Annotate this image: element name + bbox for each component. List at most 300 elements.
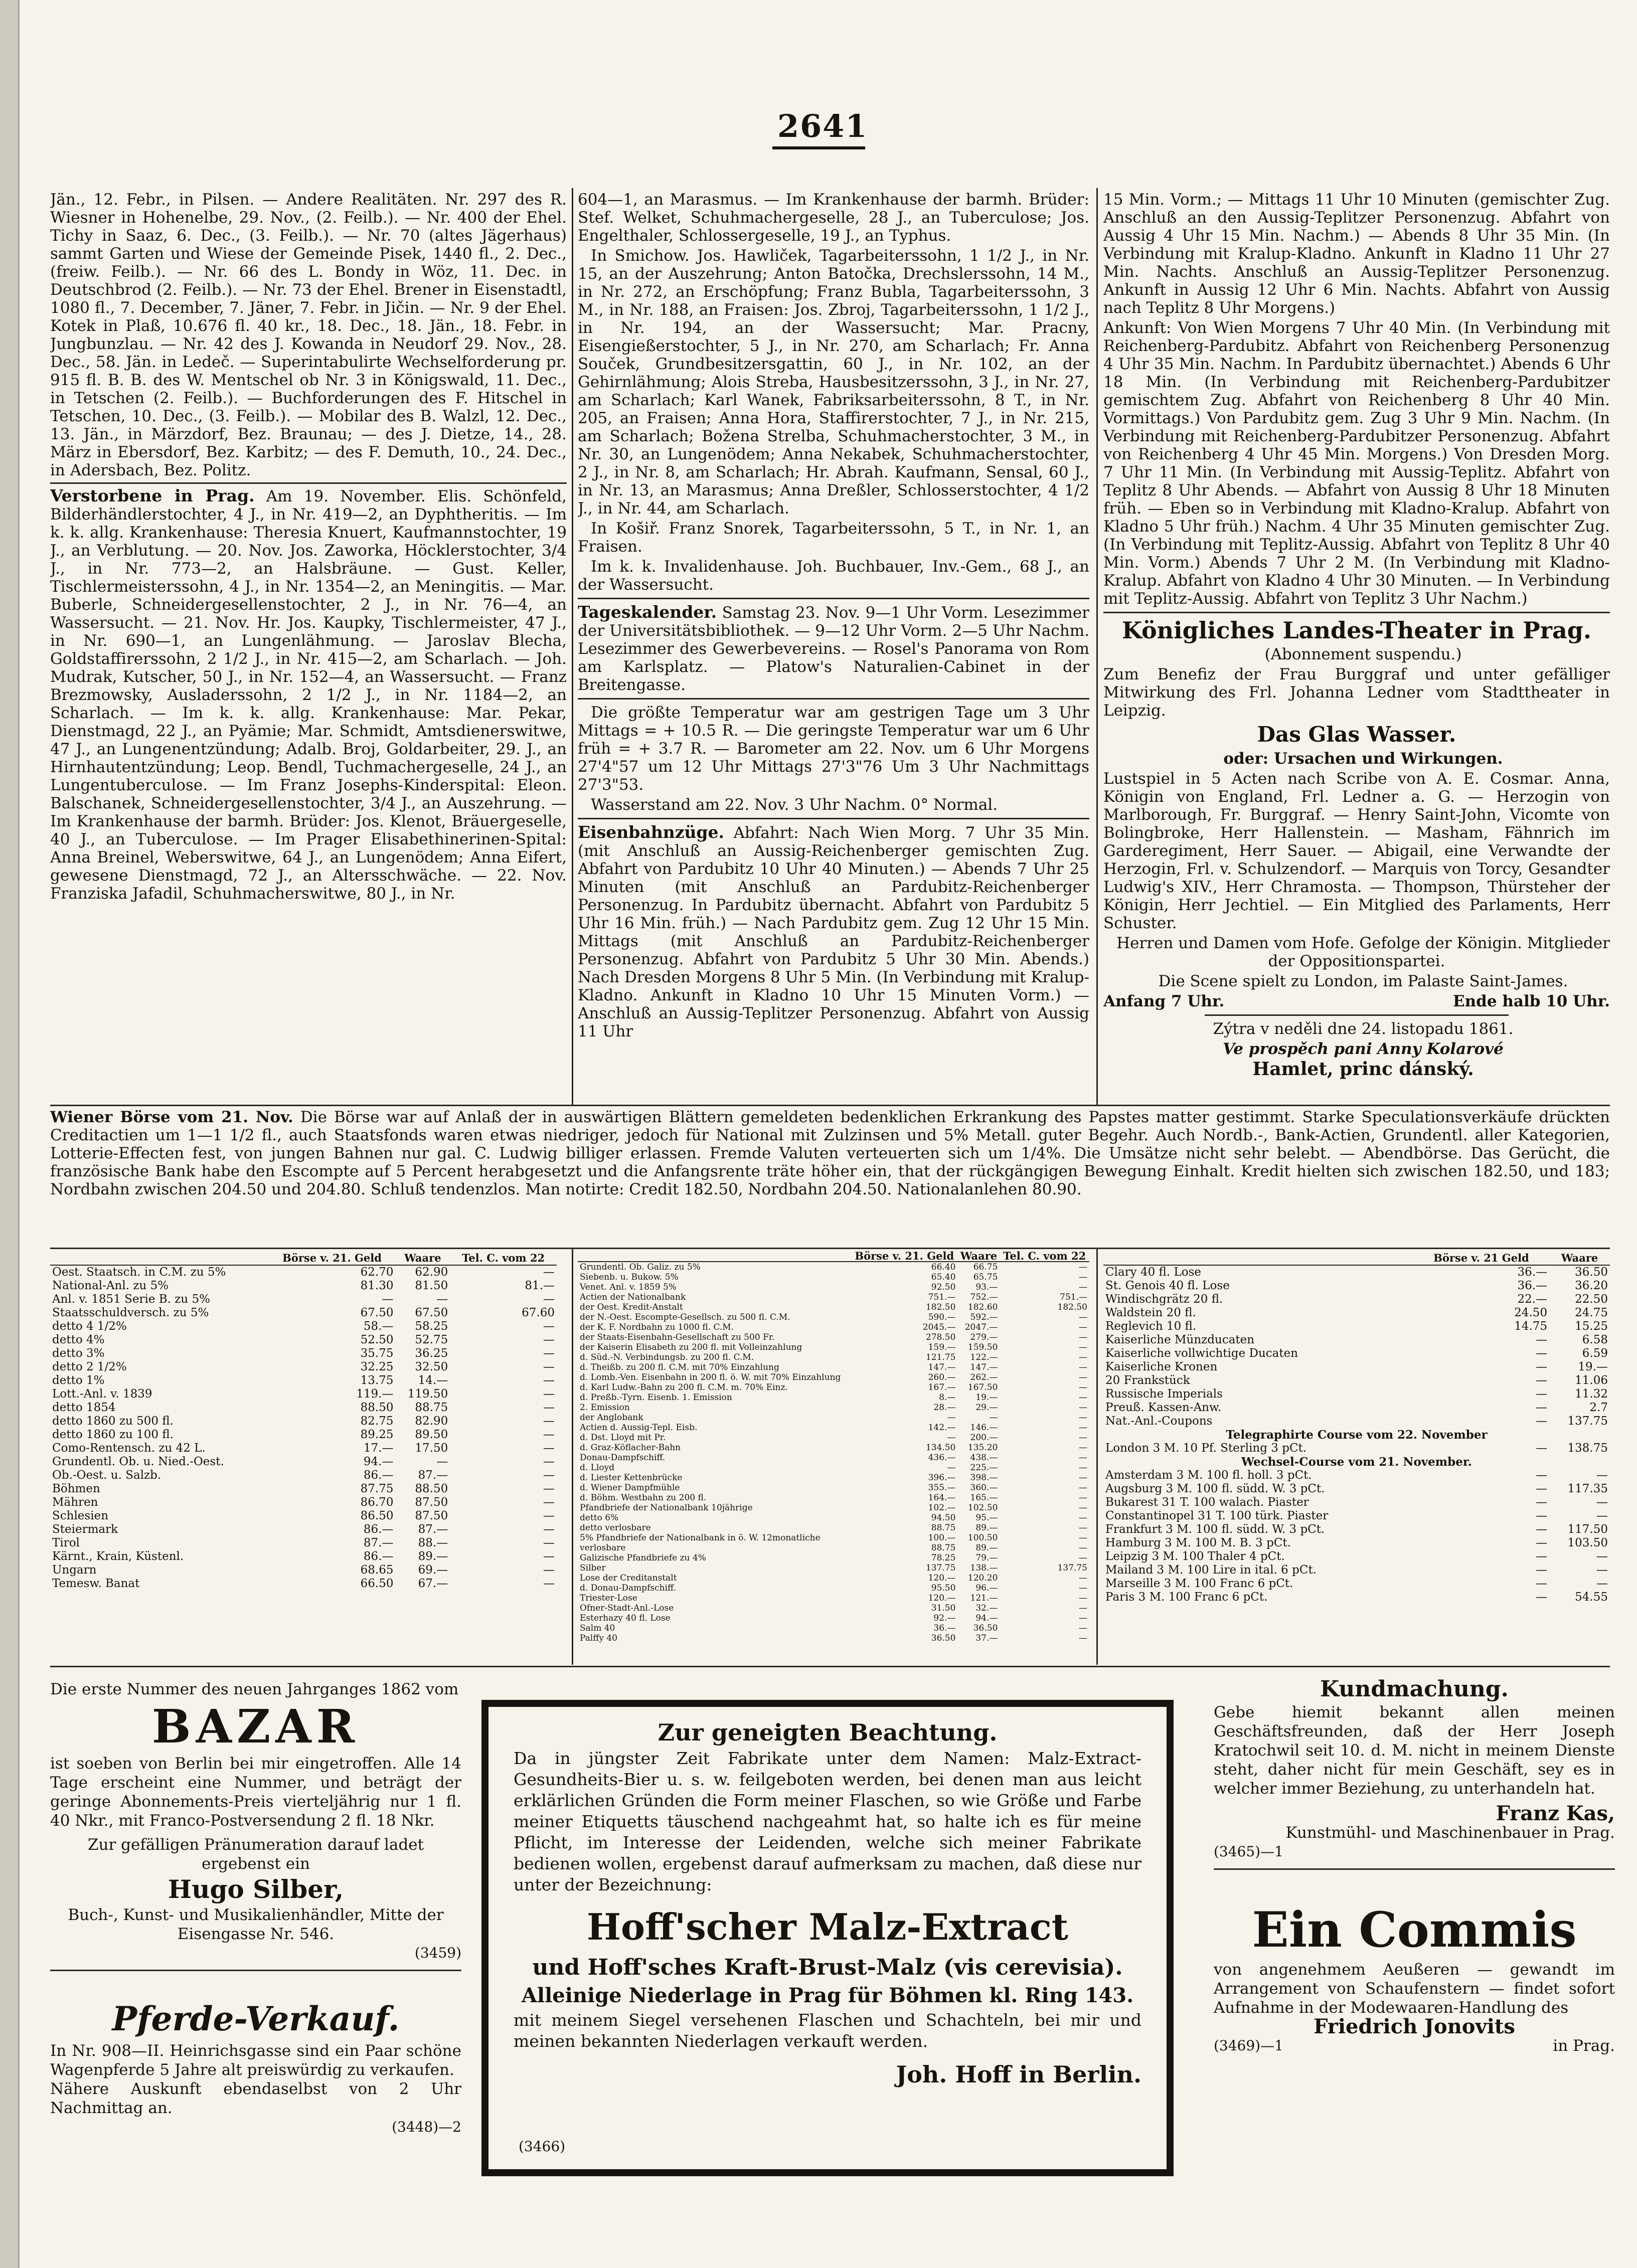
quote-value: 751.— — [928, 1292, 956, 1302]
quote-value: — — [1536, 1550, 1548, 1563]
quote-value: 88.— — [418, 1536, 448, 1549]
table-row — [1103, 1550, 1610, 1563]
table-row — [50, 1279, 557, 1293]
quote-value: 36.25 — [415, 1347, 448, 1360]
quote-value: — — [1536, 1374, 1548, 1387]
column-divider — [1096, 188, 1098, 1106]
quote-value: — — [1079, 1483, 1087, 1493]
quote-value: 54.55 — [1575, 1591, 1608, 1604]
security-name: Venet. Anl. v. 1859 5% — [580, 1282, 677, 1292]
quote-value: 29.— — [975, 1403, 998, 1413]
security-name: d. Böhm. Westbahn zu 200 fl. — [580, 1493, 707, 1503]
security-name: Donau-Dampfschiff. — [580, 1453, 666, 1463]
quote-value: 78.25 — [931, 1553, 956, 1563]
tageskalender-heading: Tageskalender. — [578, 602, 717, 622]
quote-value: 36.50 — [1575, 1266, 1608, 1279]
pferde-code: (3448)—2 — [392, 2119, 461, 2135]
quote-value: — — [1596, 1550, 1608, 1563]
quote-value: 94.— — [363, 1455, 394, 1468]
section-divider — [578, 818, 1089, 819]
quote-value: 278.50 — [925, 1332, 956, 1342]
table-row — [578, 1583, 1089, 1593]
quote-value: 67.50 — [415, 1306, 448, 1319]
bazar-code: (3459) — [414, 1945, 461, 1961]
cast-list: Lustspiel in 5 Acten nach Scribe von A. E. Cosmar. Anna, Königin von England, Frl. Ledner a. G. — Herzogin von Marlborough, Fr. Burggraf. — Henry Saint-John, Vicomte von Bolingbroke, Herr Hallenstein. — Masham, Fähnrich im Garderegiment, Herr Sauer. — Abigail, eine Verwandte der Herzogin, Frl. v. Schulzendorf. — Marquis von Torcy, Gesandter Ludwig's XIV., Herr Chramosta. — Thompson, Thürsteher der Königin, Herr Jechtiel. — Ein Mitglied des Parlaments, Herr Schuster. — [1103, 770, 1610, 932]
quote-value: — — [947, 1413, 956, 1423]
quote-value: — — [543, 1320, 555, 1333]
security-name: der N.-Oest. Escompte-Gesellsch. zu 500 fl. C.M. — [580, 1312, 790, 1322]
security-name: detto 3% — [52, 1347, 105, 1360]
quote-value: — — [1079, 1573, 1087, 1583]
play-subtitle: oder: Ursachen und Wirkungen. — [1223, 750, 1503, 768]
security-name: Nat.-Anl.-Coupons — [1105, 1415, 1213, 1428]
quote-value: — — [1079, 1423, 1087, 1433]
quote-value: 66.40 — [931, 1262, 956, 1272]
quote-value: — — [543, 1523, 555, 1536]
quote-value: — — [1536, 1333, 1548, 1346]
table-row — [1103, 1374, 1610, 1387]
table-row — [50, 1320, 557, 1333]
table-row — [578, 1413, 1089, 1423]
security-name: St. Genois 40 fl. Lose — [1105, 1279, 1230, 1292]
security-name: Preuß. Kassen-Anw. — [1105, 1401, 1222, 1414]
rates-table-middle — [578, 1251, 1089, 1643]
section-divider — [50, 482, 567, 484]
quote-value: — — [1536, 1482, 1548, 1495]
quote-value: 67.50 — [360, 1306, 394, 1319]
quote-value: — — [1536, 1469, 1548, 1482]
table-row — [1103, 1320, 1610, 1333]
quote-value: 86.— — [363, 1523, 394, 1536]
quote-value: — — [543, 1577, 555, 1590]
table-row — [578, 1543, 1089, 1553]
table-row — [1103, 1279, 1610, 1293]
quote-value: — — [543, 1482, 555, 1495]
quote-value: 100.— — [928, 1533, 956, 1543]
security-name: Windischgrätz 20 fl. — [1105, 1293, 1223, 1306]
table-row — [578, 1503, 1089, 1513]
quote-value: — — [543, 1469, 555, 1482]
quote-value: 2047.— — [964, 1322, 998, 1332]
quote-value: 120.— — [928, 1593, 956, 1603]
quote-value: 67.60 — [522, 1306, 555, 1319]
table-row — [50, 1306, 557, 1320]
quote-value: 89.50 — [415, 1428, 448, 1441]
quote-value: 164.— — [928, 1493, 956, 1503]
quote-value: 87.— — [418, 1469, 448, 1482]
pferde-more-info: Nähere Auskunft ebendaselbst von 2 Uhr Nachmittag an. — [50, 2080, 461, 2117]
quote-value: 88.75 — [415, 1401, 448, 1414]
quote-value: 6.59 — [1582, 1347, 1608, 1360]
table-row — [578, 1493, 1089, 1503]
security-name: Palffy 40 — [580, 1633, 617, 1643]
table-row — [578, 1463, 1089, 1473]
quote-value: 87.75 — [360, 1482, 394, 1495]
security-name: Mähren — [52, 1496, 98, 1509]
quote-value: — — [543, 1442, 555, 1455]
security-name: d. Süd.-N. Verbindungsb. zu 200 fl. C.M. — [580, 1352, 754, 1362]
quote-value: 592.— — [970, 1312, 998, 1322]
kundmachung-signature: Franz Kas, — [1496, 1802, 1615, 1825]
table-row — [578, 1533, 1089, 1543]
quote-value: — — [543, 1347, 555, 1360]
quote-value: 66.75 — [973, 1262, 998, 1272]
quote-value: 94.50 — [931, 1513, 956, 1523]
security-name: Steiermark — [52, 1523, 118, 1536]
quote-value: — — [543, 1333, 555, 1346]
quote-value: 86.— — [363, 1469, 394, 1482]
section-divider — [578, 598, 1089, 599]
column-header: Börse v. 21 Geld — [1413, 1251, 1549, 1265]
quote-value: — — [543, 1387, 555, 1401]
quote-value: 2045.— — [922, 1322, 956, 1332]
security-name: Augsburg 3 M. 100 fl. südd. W. 3 pCt. — [1105, 1482, 1325, 1495]
quote-value: 87.— — [363, 1536, 394, 1549]
quote-value: 89.— — [975, 1543, 998, 1553]
table-row — [578, 1352, 1089, 1362]
czech-benefit: Ve prospěch pani Anny Kolarové — [1223, 1040, 1504, 1058]
quote-value: — — [1079, 1533, 1087, 1543]
ad-divider — [50, 1970, 461, 1971]
table-row — [578, 1523, 1089, 1533]
quote-value: 225.— — [970, 1463, 998, 1473]
security-name: Constantinopel 31 T. 100 türk. Piaster — [1105, 1509, 1329, 1522]
quote-value: 122.— — [970, 1352, 998, 1362]
pferde-body: In Nr. 908—II. Heinrichsgasse sind ein Paar schöne Wagenpferde 5 Jahre alt preiswürdig zu verkaufen. — [50, 2042, 461, 2079]
security-name: Grundentl. Ob. Galiz. zu 5% — [580, 1262, 701, 1272]
quote-value: — — [1596, 1509, 1608, 1522]
boerse-report — [50, 1108, 1610, 1198]
security-name: der Oest. Kredit-Anstalt — [580, 1302, 683, 1312]
extras-text: Herren und Damen vom Hofe. Gefolge der Königin. Mitglieder der Oppositionspartei. — [1116, 934, 1610, 970]
quote-value: 24.50 — [1514, 1306, 1548, 1319]
smichow-text: In Smichow. Jos. Hawliček, Tagarbeiterssohn, 1 1/2 J., in Nr. 15, an der Auszehrung; Anton Batočka, Drechslerssohn, 14 M., in Nr. 272, an Erschöpfung; Franz Bubla, Tagarbeiterssohn, 3 M., in Nr. 188, an Fraisen: Jos. Zbroj, Tagarbeiterssohn, 1 1/2 J., in Nr. 194, an der Wassersucht; Mar. Pracny, Eisengießerstochter, 5 J., in Nr. 270, am Scharlach; Fr. Anna Souček, Grundbesitzersgattin, 60 J., in Nr. 102, an der Gehirnlähmung; Alois Streba, Hausbesitzerssohn, 3 J., in Nr. 27, am Scharlach; Karl Wanek, Fabriksarbeiterssohn, 8 T., in Nr. 205, an Fraisen; Anna Hora, Staffirerstochter, 7 J., in Nr. 215, am Scharlach; Božena Strelba, Schuhmacherstochter, 3 M., in Nr. 30, an Lungenödem; Anna Nekabek, Schuhmacherstochter, 2 J., in Nr. 8, am Scharlach; Hr. Abrah. Kaufmann, Sensal, 60 J., in Nr. 13, an Marasmus; Anna Dreßler, Schlosserstochter, 4 1/2 J., in Nr. 44, am Scharlach. — [578, 247, 1089, 517]
security-name: der Anglobank — [580, 1413, 643, 1423]
quote-value: 69.— — [418, 1563, 448, 1577]
quote-value: 752.— — [970, 1292, 998, 1302]
quote-value: — — [1536, 1442, 1548, 1455]
commis-employer: Friedrich Jonovits — [1314, 2015, 1515, 2038]
quote-value: 67.— — [418, 1577, 448, 1590]
quote-value: 95.— — [975, 1513, 998, 1523]
table-row — [578, 1292, 1089, 1302]
quote-value: 36.50 — [973, 1623, 998, 1633]
table-row — [578, 1282, 1089, 1292]
security-name: Temesw. Banat — [52, 1577, 140, 1590]
quote-value: 92.50 — [931, 1282, 956, 1292]
verstorbene-text: Am 19. November. Elis. Schönfeld, Bilderhändlerstochter, 4 J., in Nr. 419—2, an Dyphtheritis. — Im k. k. allg. Krankenhause: Theresia Knuert, Kaufmannstochter, 19 J., an Verblutung. — 20. Nov. Jos. Zaworka, Höcklerstochter, 3/4 J., in Nr. 773—2, an Halsbräune. — Gust. Keller, Tischlermeisterssohn, 4 J., in Nr. 1354—2, an Meningitis. — Mar. Buberle, Schneidergesellenstochter, 2 J., in Nr. 76—4, an Wassersucht. — 21. Nov. Hr. Jos. Kaupky, Tischlermeister, 47 J., in Nr. 690—1, an Lungenlähmung. — Jaroslav Blecha, Goldstaffirerssohn, 2 1/2 J., in Nr. 415—2, am Scharlach. — Joh. Mudrak, Kutscher, 50 J., in Nr. 152—4, an Wassersucht. — Franz Brezmowsky, Ausladerssohn, 2 1/2 J., in Nr. 1184—2, an Scharlach. — Im k. k. allg. Krankenhause: Mar. Pekar, Dienstmagd, 22 J., an Pyämie; Mar. Schmidt, Amtsdienerswitwe, 47 J., an Lungenentzündung; Adalb. Broj, Goldarbeiter, 29. J., an Hirnhautentzündung; Leop. Bendl, Tuchmachergeselle, 24 J., an Lungentuberculose. — Im Franz Josephs-Kinderspital: Eleon. Balschanek, Schneidergesellenstochter, 3/4 J., an Auszehrung. — Im Krankenhause der barmh. Brüder: Jos. Klenot, Bräuergeselle, 40 J., an Tuberculose. — Im Prager Elisabethinerinen-Spital: Anna Breinel, Weberswitwe, 64 J., an Lungenödem; Anna Eifert, gewesene Dienstmagd, 72 J., an Altersschwäche. — 22. Nov. Franziska Jafadil, Schuhmacherswitwe, 80 J., in Nr. — [50, 487, 567, 903]
quote-value: 147.— — [970, 1362, 998, 1372]
quote-value: 360.— — [970, 1483, 998, 1493]
quote-value: 87.50 — [415, 1496, 448, 1509]
quote-value: — — [1079, 1322, 1087, 1332]
table-row — [1103, 1523, 1610, 1536]
quote-value: 32.25 — [360, 1360, 394, 1373]
realitaeten-text: Jän., 12. Febr., in Pilsen. — Andere Realitäten. Nr. 297 des R. Wiesner in Hohenelbe, 29. Nov., (2. Feilb.). — Nr. 400 der Ehel. Tichy in Saaz, 6. Dec., (3. Feilb.). — Nr. 70 (altes Jägerhaus) sammt Garten und Wiese der Gemeinde Pisek, 1440 fl., 2. Dec., (freiw. Feilb.). — Nr. 66 des L. Bondy in Wöz, 11. Dec. in Deutschbrod (2. Feilb.). — Nr. 73 der Ehel. Brener in Eisenstadtl, 1080 fl., 7. December, 7. Jäner, 7. Febr. in Jičin. — Nr. 9 der Ehel. Kotek in Plaß, 10.676 fl. 40 kr., 18. Dec., 18. Jän., 18. Febr. in Jungbunzlau. — Nr. 42 des J. Kowanda in Neudorf 29. Nov., 28. Dec., 58. Jän. in Ledeč. — Superintabulirte Wechselforderung pr. 915 fl. B. B. des W. Mentschel ob Nr. 3 in Königswald, 11. Dec., in Tetschen (2. Feilb.). — Buchforderungen des F. Hitschel in Tetschen, 10. Dec., (3. Feilb.). — Mobilar des B. Walzl, 12. Dec., 13. Jän., in Märzdorf, Bez. Braunau; — des J. Dietze, 14., 28. März in Ebersdorf, Bez. Karbitz; — des F. Demuth, 10., 24. Dec., in Adersbach, Bez. Politz. — [50, 191, 567, 479]
security-name: detto 4 1/2% — [52, 1320, 127, 1333]
quote-value: — — [543, 1536, 555, 1549]
quote-value: — — [543, 1374, 555, 1387]
section-divider — [1205, 1014, 1509, 1016]
table-row — [1103, 1306, 1610, 1320]
table-row — [578, 1362, 1089, 1372]
quote-value: 2.7 — [1589, 1401, 1608, 1414]
security-name: d. Graz-Köflacher-Bahn — [580, 1443, 681, 1453]
quote-value: — — [1079, 1362, 1087, 1372]
quote-value: 37.— — [975, 1633, 998, 1643]
notice-product-sub: und Hoff'sches Kraft-Brust-Malz (vis cerevisia). — [532, 1955, 1123, 1980]
quote-value: — — [543, 1360, 555, 1373]
quote-value: 159.50 — [967, 1342, 998, 1352]
security-name: Reglevich 10 fl. — [1105, 1320, 1197, 1333]
quote-value: — — [1596, 1469, 1608, 1482]
notice-body: Da in jüngster Zeit Fabrikate unter dem Namen: Malz-Extract-Gesundheits-Bier u. s. w. feilgeboten werden, bei denen man aus leicht erklärlichen Gründen die Form meiner Flaschen, so wie Größe und Farbe meiner Etiquetts täuschend nachgeahmt hat, so halte ich es für meine Pflicht, im Interesse der Leidenden, welche sich meiner Fabrikate bedienen wollen, ergebenst darauf aufmerksam zu machen, daß diese nur unter der Bezeichnung: — [514, 1749, 1141, 1894]
notice-title: Zur geneigten Beachtung. — [658, 1719, 998, 1746]
table-row — [50, 1442, 557, 1455]
quote-value: — — [1536, 1509, 1548, 1522]
security-name: Mailand 3 M. 100 Lire in ital. 6 pCt. — [1105, 1563, 1317, 1577]
security-name: Clary 40 fl. Lose — [1105, 1266, 1202, 1279]
security-name: detto 2 1/2% — [52, 1360, 127, 1373]
table-row — [50, 1428, 557, 1442]
quote-value: 142.— — [928, 1423, 956, 1433]
security-name: National-Anl. zu 5% — [52, 1279, 169, 1292]
security-name: London 3 M. 10 Pf. Sterling 3 pCt. — [1105, 1442, 1307, 1455]
table-row — [1103, 1415, 1610, 1428]
column-3 — [1103, 191, 1610, 1106]
kundmachung-code: (3465)—1 — [1214, 1843, 1283, 1860]
quote-value: 88.50 — [415, 1482, 448, 1495]
quote-value: 81.50 — [415, 1279, 448, 1292]
table-row — [50, 1563, 557, 1577]
rates-table-left — [50, 1251, 557, 1591]
quote-value: 32.50 — [415, 1360, 448, 1373]
quote-value: 134.50 — [925, 1443, 956, 1453]
quote-value: — — [1536, 1415, 1548, 1428]
security-name: Ungarn — [52, 1563, 97, 1577]
security-name: Siebenb. u. Bukow. 5% — [580, 1272, 679, 1282]
table-row — [578, 1553, 1089, 1563]
quote-value: — — [1079, 1513, 1087, 1523]
table-row — [578, 1392, 1089, 1403]
boerse-heading: Wiener Börse vom 21. Nov. — [50, 1108, 293, 1126]
table-row — [578, 1372, 1089, 1382]
table-row — [50, 1347, 557, 1360]
quote-value: 28.— — [933, 1403, 956, 1413]
security-name: der Kaiserin Elisabeth zu 200 fl. mit Volleinzahlung — [580, 1342, 802, 1352]
table-row — [578, 1633, 1089, 1643]
table-row — [50, 1293, 557, 1306]
quote-value: — — [1536, 1387, 1548, 1401]
quote-value: 17.50 — [415, 1442, 448, 1455]
quote-value: — — [1079, 1433, 1087, 1443]
hoff-notice — [481, 1700, 1174, 2176]
quote-value: 165.— — [970, 1493, 998, 1503]
security-name: detto 1854 — [52, 1401, 116, 1414]
security-name: detto 6% — [580, 1513, 619, 1523]
quote-value: — — [543, 1496, 555, 1509]
quote-value: — — [947, 1463, 956, 1473]
table-row — [578, 1272, 1089, 1282]
column-2 — [578, 191, 1089, 1106]
benefiz-text: Zum Benefiz der Frau Burggraf und unter gefälliger Mitwirkung des Frl. Johanna Ledner vom Stadttheater in Leipzig. — [1103, 665, 1610, 720]
quote-value: 398.— — [970, 1473, 998, 1483]
table-row — [50, 1415, 557, 1428]
kundmachung-body: Gebe hiemit bekannt allen meinen Geschäftsfreunden, daß der Herr Joseph Kratochwil seit 10. d. M. nicht in meinem Dienste steht, daher nicht für mein Geschäft, sey es in welcher immer Beziehung, zu unterhandeln hat. — [1214, 1703, 1615, 1798]
column-divider — [572, 188, 573, 1106]
quote-value: — — [1079, 1342, 1087, 1352]
security-name: Silber — [580, 1563, 606, 1573]
quote-value: — — [1536, 1496, 1548, 1509]
table-row — [578, 1603, 1089, 1613]
security-name: Marseille 3 M. 100 Franc 6 pCt. — [1105, 1577, 1293, 1590]
quote-value: 262.— — [970, 1372, 998, 1382]
kundmachung-role: Kunstmühl- und Maschinenbauer in Prag. — [1285, 1824, 1615, 1842]
table-row — [1103, 1469, 1610, 1482]
quote-value: 35.75 — [360, 1347, 394, 1360]
security-name: Galizische Pfandbriefe zu 4% — [580, 1553, 706, 1563]
table-row — [1103, 1360, 1610, 1374]
security-name: d. Preßb.-Tyrn. Eisenb. 1. Emission — [580, 1392, 732, 1403]
page-gutter — [0, 0, 20, 2268]
security-name: Esterhazy 40 fl. Lose — [580, 1613, 671, 1623]
quote-value: 62.70 — [360, 1266, 394, 1279]
column-header: Börse v. 21. Geld — [269, 1251, 396, 1265]
table-row — [578, 1403, 1089, 1413]
quote-value: — — [947, 1433, 956, 1443]
quote-value: — — [382, 1293, 394, 1306]
security-name: Como-Rentensch. zu 42 L. — [52, 1442, 206, 1455]
quote-value: 102.— — [928, 1503, 956, 1513]
quote-value: 6.58 — [1582, 1333, 1608, 1346]
page-number-rule — [772, 146, 865, 149]
quote-value: 62.90 — [415, 1266, 448, 1279]
quote-value: 19.— — [1578, 1360, 1608, 1373]
commis-title: Ein Commis — [1252, 1901, 1577, 1958]
quote-value: 87.— — [418, 1523, 448, 1536]
quote-value: — — [543, 1415, 555, 1428]
table-row — [1103, 1536, 1610, 1550]
quote-value: 260.— — [928, 1372, 956, 1382]
eisenbahn-text: Abfahrt: Nach Wien Morg. 7 Uhr 35 Min. (mit Anschluß an Aussig-Reichenberger gemischten Zug. Abfahrt von Pardubitz 10 Uhr 40 Minuten.) — Abends 7 Uhr 25 Minuten (mit Anschluß an Pardubitz-Reichenberger Personenzug. In Pardubitz übernacht. Abfahrt von Pardubitz 5 Uhr 16 Min. früh.) — Nach Pardubitz gem. Zug 12 Uhr 15 Min. Mittags (mit Anschluß an Pardubitz-Reichenberger Personenzug. Abfahrt von Pardubitz 5 Uhr 30 Min. Abends.) Nach Dresden Morgens 8 Uhr 5 Min. (In Verbindung mit Kralup-Kladno. Ankunft in Kladno 10 Uhr 15 Minuten Vorm.) — Anschluß an Aussig-Teplitzer Personenzug. Abfahrt von Aussig 11 Uhr — [578, 824, 1089, 1040]
table-row — [578, 1613, 1089, 1623]
quote-value: — — [1079, 1312, 1087, 1322]
table-header-row — [578, 1251, 1089, 1262]
quote-value: — — [1079, 1473, 1087, 1483]
security-name: Triester-Lose — [580, 1593, 637, 1603]
quote-value: 19.— — [975, 1392, 998, 1403]
security-name: Tirol — [52, 1536, 80, 1549]
boerse-text: Die Börse war auf Anlaß der in auswärtigen Blättern gemeldeten bedenklichen Erkrankung des Papstes matter gestimmt. Starke Speculationsverkäufe drückten Creditactien um 1—1 1/2 fl., auch Staatsfonds waren etwas niedriger, jedoch für National mit Zulzinsen und 5% Metall. guter Begehr. Auch Nordb.-, Bank-Actien, Grundentl. aller Kategorien, Lotterie-Effecten fest, von jungen Bahnen nur gal. C. Ludwig billiger erlassen. Fremde Valuten verteuerten sich um 1/4%. Die Umsätze nicht sehr belebt. — Abendbörse. Das Gerücht, die französische Bank habe den Escompte auf 5 Percent herabgesetzt und die Anfangsrente träte höher ein, that der rückgängigen Bewegung Einhalt. Kredit hielten sich zwischen 182.50, und 183; Nordbahn zwischen 204.50 und 204.80. Schluß tendenzlos. Man notirte: Credit 182.50, Nordbahn 204.50. Nationalanlehen 80.90. — [50, 1108, 1610, 1198]
table-header-row — [1103, 1251, 1610, 1265]
pferde-title: Pferde-Verkauf. — [112, 1999, 400, 2038]
table-row — [1103, 1333, 1610, 1347]
eisenbahn-heading: Eisenbahnzüge. — [578, 822, 724, 842]
end-time: Ende halb 10 Uhr. — [1452, 992, 1610, 1010]
quote-value: 200.— — [970, 1433, 998, 1443]
quote-value: 17.— — [363, 1442, 394, 1455]
invalidenhaus-text: Im k. k. Invalidenhause. Joh. Buchbauer, Inv.-Gem., 68 J., an der Wassersucht. — [578, 558, 1089, 594]
table-row — [50, 1360, 557, 1374]
quote-value: — — [1079, 1603, 1087, 1613]
quote-value: — — [1536, 1577, 1548, 1590]
quote-value: 751.— — [1060, 1292, 1087, 1302]
table-row — [1103, 1347, 1610, 1360]
quote-value: — — [1079, 1503, 1087, 1513]
rates-divider — [1096, 1249, 1098, 1665]
table-row — [1103, 1577, 1610, 1591]
quote-value: — — [1536, 1536, 1548, 1549]
table-row — [1103, 1265, 1610, 1279]
quote-value: 14.75 — [1514, 1320, 1548, 1333]
security-name: Hamburg 3 M. 100 M. B. 3 pCt. — [1105, 1536, 1291, 1549]
security-name: Russische Imperials — [1105, 1387, 1223, 1401]
quote-value: 137.75 — [1567, 1415, 1608, 1428]
quote-value: 119.50 — [407, 1387, 448, 1401]
table-row — [578, 1573, 1089, 1583]
quote-value: — — [1536, 1347, 1548, 1360]
security-name: detto 4% — [52, 1333, 105, 1346]
quote-value: 58.25 — [415, 1320, 448, 1333]
security-name: d. Donau-Dampfschiff. — [580, 1583, 676, 1593]
bazar-advertisement — [50, 1680, 461, 2137]
quote-value: — — [1079, 1463, 1087, 1473]
quote-value: 22.50 — [1575, 1293, 1608, 1306]
rates-divider — [572, 1249, 573, 1665]
quote-value: — — [1536, 1563, 1548, 1577]
scene-text: Die Scene spielt zu London, im Palaste Saint-James. — [1158, 972, 1568, 990]
table-row — [578, 1443, 1089, 1453]
table-row — [50, 1523, 557, 1536]
kosir-text: In Košiř. Franz Snorek, Tagarbeiterssohn, 5 T., in Nr. 1, an Fraisen. — [578, 519, 1089, 556]
notice-depot: Alleinige Niederlage in Prag für Böhmen kl. Ring 143. — [521, 1984, 1134, 2007]
quote-value: 121.— — [970, 1593, 998, 1603]
quote-value: — — [543, 1266, 555, 1279]
section-divider — [1103, 612, 1610, 613]
quote-value: — — [436, 1455, 448, 1468]
security-name: Waldstein 20 fl. — [1105, 1306, 1196, 1319]
quote-value: 138.— — [970, 1563, 998, 1573]
column-header: Tel. C. vom 22 — [450, 1251, 557, 1265]
quote-value: 11.06 — [1575, 1374, 1608, 1387]
quote-value: 24.75 — [1575, 1306, 1608, 1319]
section-divider — [578, 698, 1089, 700]
security-name: Kaiserliche Münzducaten — [1105, 1333, 1255, 1346]
play-title: Das Glas Wasser. — [1257, 722, 1456, 747]
quote-value: 94.— — [975, 1613, 998, 1623]
quote-value: — — [543, 1563, 555, 1577]
quote-value: 11.32 — [1575, 1387, 1608, 1401]
quote-value: 95.50 — [931, 1583, 956, 1593]
quote-value: 117.50 — [1567, 1523, 1608, 1536]
security-name: Paris 3 M. 100 Franc 6 pCt. — [1105, 1591, 1268, 1604]
security-name: detto 1860 zu 500 fl. — [52, 1415, 174, 1428]
column-header: Tel. C. vom 22 — [1000, 1251, 1089, 1262]
table-row — [578, 1262, 1089, 1272]
column-header: Börse v. 21. Geld — [851, 1251, 957, 1262]
abonnement-note: (Abonnement suspendu.) — [1264, 645, 1462, 663]
table-row — [1103, 1591, 1610, 1604]
quote-value: — — [1079, 1282, 1087, 1292]
quote-value: — — [1079, 1623, 1087, 1633]
table-row — [50, 1387, 557, 1401]
rates-table-right — [1103, 1251, 1610, 1604]
table-row — [578, 1332, 1089, 1342]
table-row — [50, 1536, 557, 1550]
quote-value: — — [436, 1293, 448, 1306]
quote-value: — — [1079, 1593, 1087, 1603]
quote-value: 438.— — [970, 1453, 998, 1463]
